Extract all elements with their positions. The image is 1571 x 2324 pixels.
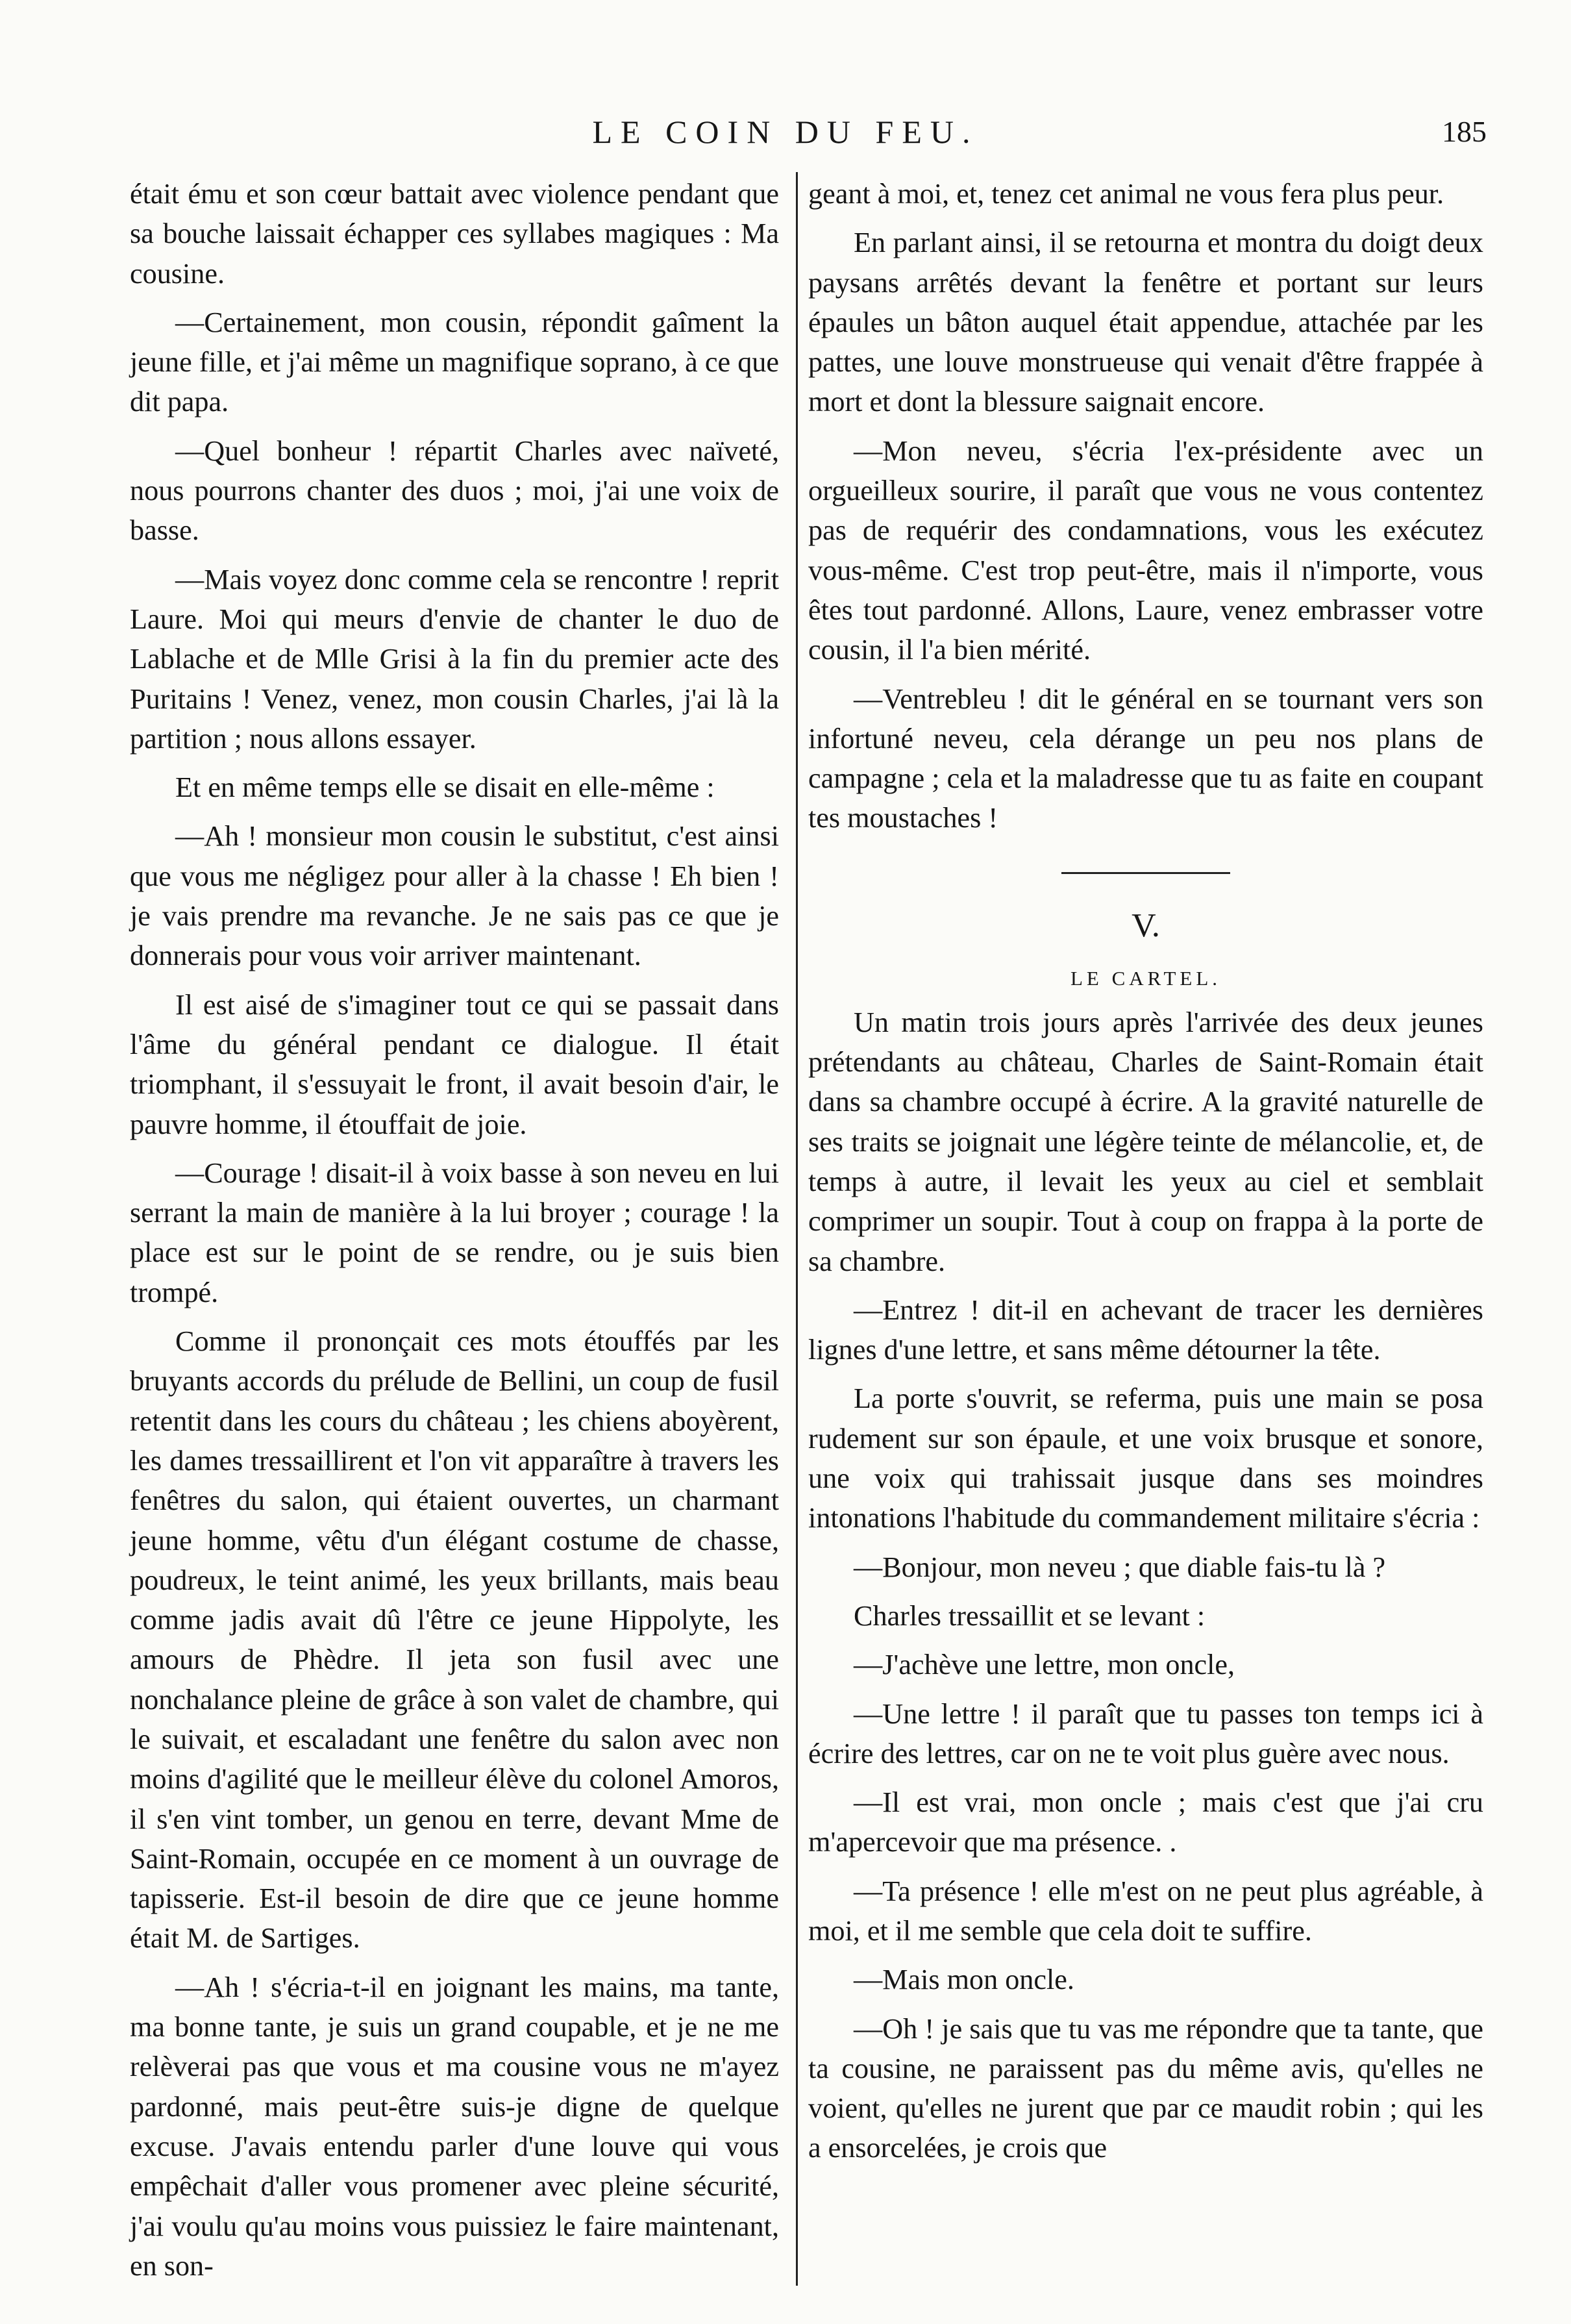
paragraph: était ému et son cœur battait avec violence pendant que sa bouche laissait échapper ces syllabes magiques : Ma cousine.: [130, 178, 779, 290]
paragraph: —Oh ! je sais que tu vas me répondre que ta tante, que ta cousine, ne paraissent pas du même avis, qu'elles ne voient, qu'elles ne jurent que par ce maudit robin ; qui les a ensorcelées, je crois que: [808, 2012, 1483, 2164]
paragraph: —Certainement, mon cousin, répondit gaîment la jeune fille, et j'ai même un magnifique soprano, à ce que dit papa.: [130, 306, 779, 418]
paragraph: Et en même temps elle se disait en elle-même :: [175, 771, 715, 804]
running-head: [84, 109, 1487, 155]
paragraph: En parlant ainsi, il se retourna et montra du doigt deux paysans arrêtés devant la fenêtre et portant sur leurs épaules un bâton auquel était appendue, attachée par les pattes, une louve monstrueuse qui venait d'être frappée à mort et dont la blessure saignait encore.: [808, 227, 1483, 418]
section-separator: [1061, 872, 1230, 874]
paragraph: —Bonjour, mon neveu ; que diable fais-tu là ?: [854, 1551, 1386, 1583]
right-column: [808, 174, 1483, 2177]
paragraph: Un matin trois jours après l'arrivée des deux jeunes prétendants au château, Charles de Saint-Romain était dans sa chambre occupé à écrire. A la gravité naturelle de ses traits se joignait une légère teinte de mélancolie, et, de temps à autre, il levait les yeux au ciel et semblait comprimer un soupir. Tout à coup on frappa à la porte de sa chambre.: [808, 1006, 1483, 1277]
page-number: 185: [1442, 115, 1487, 148]
paragraph: —Mais mon oncle.: [854, 1964, 1074, 1996]
chapter-number: V.: [1132, 906, 1160, 944]
paragraph: —Ah ! s'écria-t-il en joignant les mains, ma tante, ma bonne tante, je suis un grand coupable, et je ne me relèverai pas que vous et ma cousine vous ne m'ayez pardonné, mais peut-être suis-je digne de quelque excuse. J'avais entendu parler d'une louve qui vous empêchait d'aller vous promener avec pleine sécurité, j'ai voulu qu'au moins vous puissiez le faire maintenant, en son-: [130, 1971, 779, 2282]
paragraph: —Ah ! monsieur mon cousin le substitut, c'est ainsi que vous me négligez pour aller à la chasse ! Eh bien ! je vais prendre ma revanche. Je ne sais pas ce que je donnerais pour vous voir arriver maintenant.: [130, 820, 779, 972]
left-column: [130, 174, 779, 2295]
paragraph: geant à moi, et, tenez cet animal ne vous fera plus peur.: [808, 178, 1444, 210]
paragraph: —Mais voyez donc comme cela se rencontre ! reprit Laure. Moi qui meurs d'envie de chanter le duo de Lablache et de Mlle Grisi à la fin du premier acte des Puritains ! Venez, venez, mon cousin Charles, j'ai là la partition ; nous allons essayer.: [130, 563, 779, 755]
paragraph: Comme il prononçait ces mots étouffés par les bruyants accords du prélude de Bellini, un coup de fusil retentit dans les cours du château ; les chiens aboyèrent, les dames tressaillirent et l'on vit apparaître à travers les fenêtres du salon, qui étaient ouvertes, un charmant jeune homme, vêtu d'un élégant costume de chasse, poudreux, le teint animé, les yeux brillants, mais beau comme jadis avait dû l'être ce jeune Hippolyte, les amours de Phèdre. Il jeta son fusil avec une nonchalance pleine de grâce à son valet de chambre, qui le suivait, et escaladant une fenêtre du salon avec non moins d'agilité que le meilleur élève du colonel Amoros, il s'en vint tomber, un genou en terre, devant Mme de Saint-Romain, occupée en ce moment à un ouvrage de tapisserie. Est-il besoin de dire que ce jeune homme était M. de Sartiges.: [130, 1325, 779, 1955]
chapter-title: LE CARTEL.: [1070, 966, 1222, 990]
paragraph: Il est aisé de s'imaginer tout ce qui se passait dans l'âme du général pendant ce dialogue. Il était triomphant, il s'essuyait le front, il avait besoin d'air, le pauvre homme, il étouffait de joie.: [130, 988, 779, 1140]
paragraph: —Courage ! disait-il à voix basse à son neveu en lui serrant la main de manière à la lui broyer ; courage ! la place est sur le point de se rendre, ou je suis bien trompé.: [130, 1156, 779, 1308]
paragraph: —Mon neveu, s'écria l'ex-présidente avec un orgueilleux sourire, il paraît que vous ne vous contentez pas de requérir des condamnations, vous les exécutez vous-même. C'est trop peut-être, mais il n'importe, vous êtes tout pardonné. Allons, Laure, venez embrasser votre cousin, il l'a bien mérité.: [808, 434, 1483, 666]
paragraph: —Entrez ! dit-il en achevant de tracer les dernières lignes d'une lettre, et sans même détourner la tête.: [808, 1293, 1483, 1366]
paragraph: —J'achève une lettre, mon oncle,: [854, 1649, 1235, 1681]
paragraph: La porte s'ouvrit, se referma, puis une main se posa rudement sur son épaule, et une voix brusque et sonore, une voix qui trahissait jusque dans ses moindres intonations l'habitude du commandement militaire s'écria :: [808, 1382, 1483, 1534]
column-divider: [796, 172, 798, 2286]
paragraph: —Quel bonheur ! répartit Charles avec naïveté, nous pourrons chanter des duos ; moi, j'ai une voix de basse.: [130, 434, 779, 547]
paragraph: —Ta présence ! elle m'est on ne peut plus agréable, à moi, et il me semble que cela doit te suffire.: [808, 1875, 1483, 1947]
paragraph: Charles tressaillit et se levant :: [854, 1599, 1206, 1632]
paragraph: —Une lettre ! il paraît que tu passes ton temps ici à écrire des lettres, car on ne te voit plus guère avec nous.: [808, 1697, 1483, 1769]
paragraph: —Il est vrai, mon oncle ; mais c'est que j'ai cru m'apercevoir que ma présence. .: [808, 1786, 1483, 1858]
paragraph: —Ventrebleu ! dit le général en se tournant vers son infortuné neveu, cela dérange un peu nos plans de campagne ; cela et la maladresse que tu as faite en coupant tes moustaches !: [808, 682, 1483, 834]
running-title: LE COIN DU FEU.: [592, 114, 979, 150]
